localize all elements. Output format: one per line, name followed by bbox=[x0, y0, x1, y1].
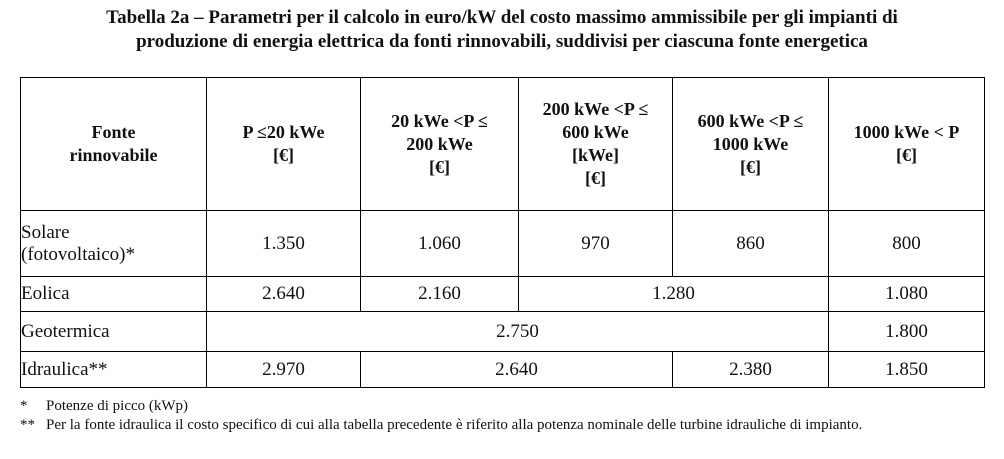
header-row bbox=[21, 78, 985, 211]
cell-value: 800 bbox=[829, 211, 985, 277]
header-text: 200 kWe bbox=[406, 133, 473, 154]
footnote-marker: * bbox=[20, 398, 28, 414]
cell-value: 1.800 bbox=[829, 312, 985, 352]
header-text: 20 kWe <P ≤ bbox=[391, 110, 488, 131]
cell-value: 1.080 bbox=[829, 277, 985, 312]
header-text: [€] bbox=[896, 145, 917, 165]
cell-value: 2.640 bbox=[207, 277, 361, 312]
cell-value: 860 bbox=[673, 211, 829, 277]
header-p-le-20 bbox=[207, 78, 361, 211]
header-text: [€] bbox=[585, 168, 606, 188]
footnote-marker: ** bbox=[20, 417, 35, 433]
cell-value: 1.350 bbox=[207, 211, 361, 277]
cell-value: 1.060 bbox=[361, 211, 519, 277]
table-row bbox=[21, 211, 985, 277]
cell-value-merged: 2.750 bbox=[207, 312, 829, 352]
row-label-text: (fotovoltaico)* bbox=[21, 243, 135, 265]
header-text: [kWe] bbox=[572, 145, 619, 165]
header-text: 1000 kWe bbox=[712, 133, 789, 154]
cell-value: 2.160 bbox=[361, 277, 519, 312]
header-text: rinnovabile bbox=[69, 145, 158, 165]
row-label-text: Solare bbox=[21, 221, 70, 243]
cell-value-merged: 1.280 bbox=[519, 277, 829, 312]
header-text: P ≤20 kWe bbox=[242, 122, 325, 142]
header-text: 1000 kWe < P bbox=[853, 122, 960, 142]
header-fonte bbox=[21, 78, 207, 211]
cost-table bbox=[20, 77, 985, 388]
header-text: [€] bbox=[740, 156, 761, 177]
header-200-600 bbox=[519, 78, 673, 211]
row-label-idraulica: Idraulica** bbox=[21, 352, 207, 388]
caption-line-2: produzione di energia elettrica da fonti rinnovabili, suddivisi per ciascuna fonte energetica bbox=[136, 31, 868, 52]
footnotes bbox=[20, 397, 984, 435]
footnote-text: Per la fonte idraulica il costo specifico di cui alla tabella precedente è riferito alla potenza nominale delle turbine idrauliche di impianto. bbox=[46, 417, 863, 433]
cell-value-merged: 2.640 bbox=[361, 352, 673, 388]
table-row bbox=[21, 277, 985, 312]
cell-value: 970 bbox=[519, 211, 673, 277]
row-label-geotermica: Geotermica bbox=[21, 312, 207, 352]
row-label-solare bbox=[21, 211, 207, 277]
header-20-200 bbox=[361, 78, 519, 211]
footnote-text: Potenze di picco (kWp) bbox=[46, 398, 189, 414]
cell-value: 1.850 bbox=[829, 352, 985, 388]
header-text: 600 kWe <P ≤ bbox=[697, 110, 804, 131]
header-text: 200 kWe <P ≤ bbox=[542, 99, 649, 119]
header-text: Fonte bbox=[91, 122, 136, 142]
header-text: [€] bbox=[273, 145, 294, 165]
row-label-eolica: Eolica bbox=[21, 277, 207, 312]
header-text: 600 kWe bbox=[562, 122, 629, 142]
cell-value: 2.380 bbox=[673, 352, 829, 388]
cell-value: 2.970 bbox=[207, 352, 361, 388]
table-caption bbox=[20, 6, 984, 54]
footnote bbox=[20, 416, 984, 435]
footnote bbox=[20, 397, 984, 416]
table-row bbox=[21, 352, 985, 388]
header-600-1000 bbox=[673, 78, 829, 211]
header-text: [€] bbox=[429, 156, 450, 177]
caption-line-1: Tabella 2a – Parametri per il calcolo in euro/kW del costo massimo ammissibile per gli impianti di bbox=[106, 7, 898, 28]
header-gt-1000 bbox=[829, 78, 985, 211]
table-row bbox=[21, 312, 985, 352]
